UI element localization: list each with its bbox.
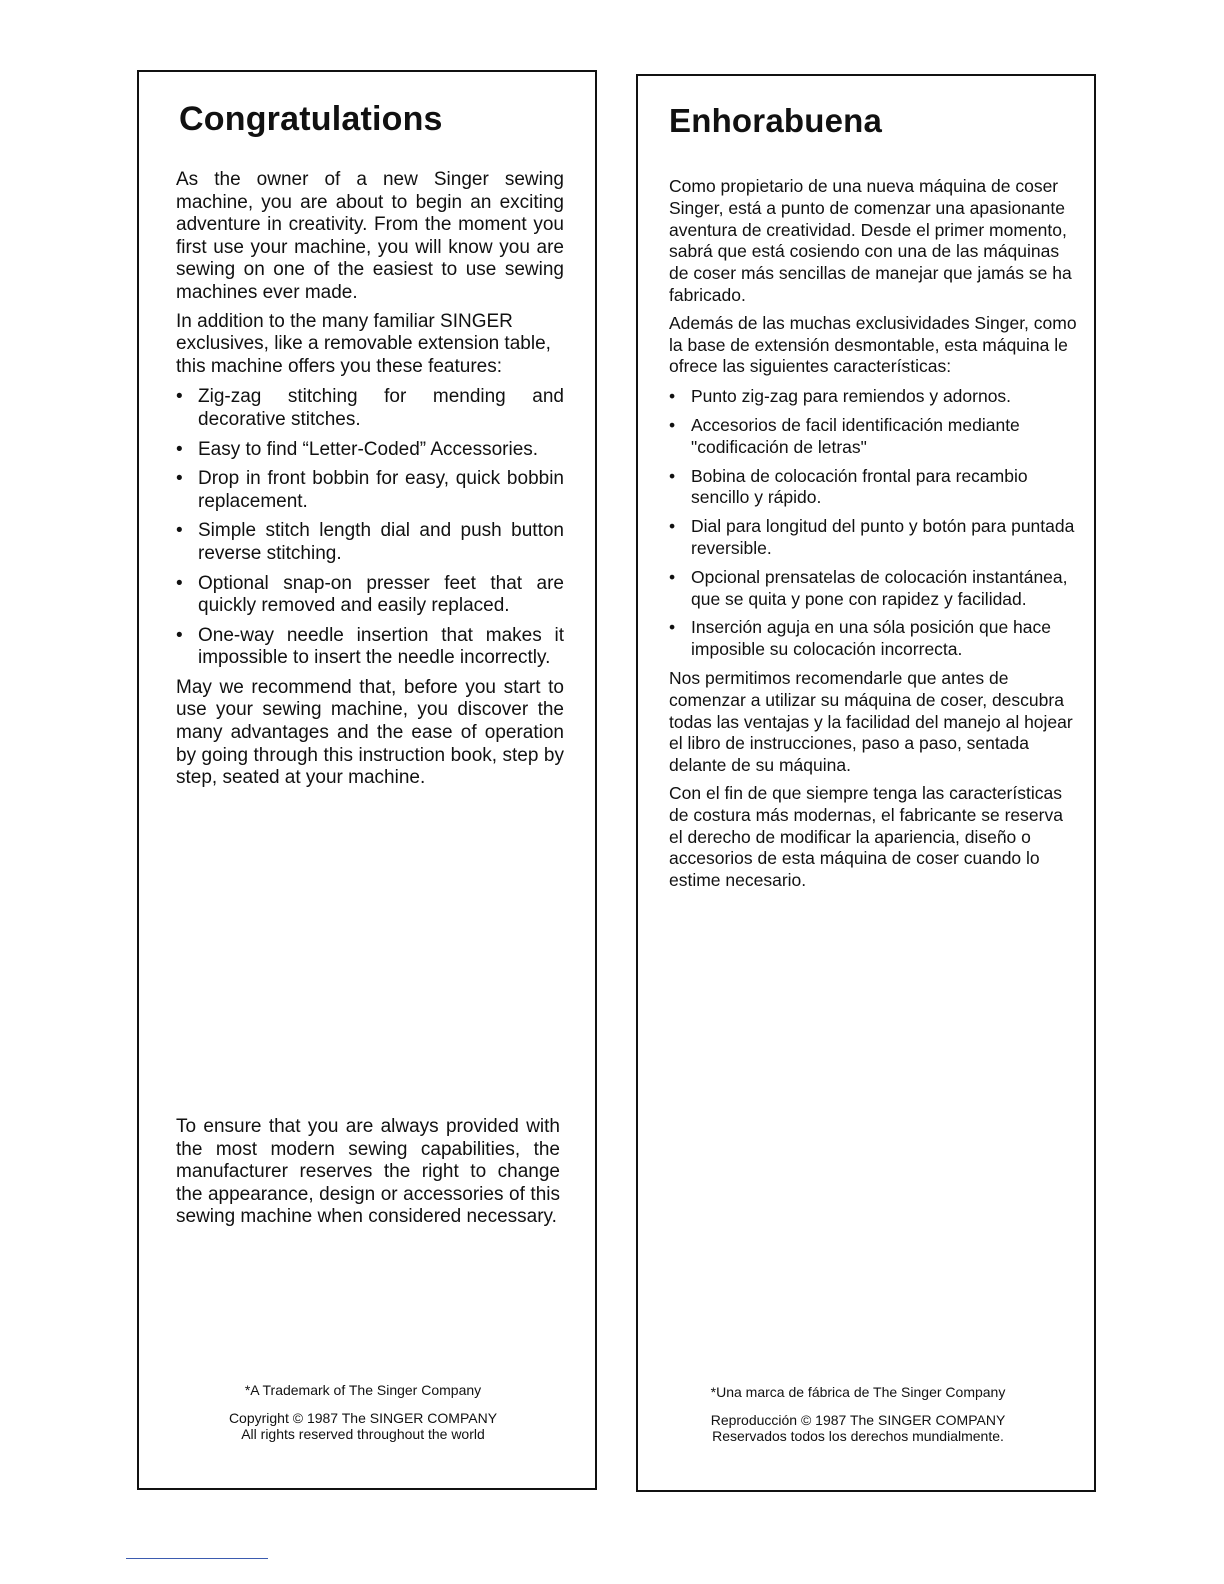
bullet-icon: • xyxy=(669,465,676,486)
english-intro: As the owner of a new Singer sewing machine, you are about to begin an exciting adventure in creativity. From the moment you first use your machine, you will know you are sewing on one of the easiest to use sewing machines ever made. xyxy=(176,169,564,303)
bullet-icon: • xyxy=(176,386,183,408)
feature-text: Drop in front bobbin for easy, quick bobbin replacement. xyxy=(198,468,564,512)
list-item xyxy=(669,516,1081,560)
spanish-copyright: Reproducción © 1987 The SINGER COMPANY xyxy=(710,1412,1006,1428)
list-item xyxy=(176,625,564,670)
english-footer xyxy=(139,1382,587,1442)
english-title: Congratulations xyxy=(179,100,443,138)
spanish-intro: Como propietario de una nueva máquina de coser Singer, está a punto de comenzar una apasionante aventura de creatividad. Desde el primer momento, sabrá que está cosiendo con una de las máquinas de coser más sencillas de manejar que jamás se ha fabricado. xyxy=(669,176,1072,305)
feature-text: Inserción aguja en una sóla posición que hace imposible su colocación incorrecta. xyxy=(691,617,1051,660)
list-item xyxy=(176,468,564,513)
bullet-icon: • xyxy=(669,566,676,587)
english-trademark: *A Trademark of The Singer Company xyxy=(244,1382,482,1398)
list-item xyxy=(176,573,564,618)
english-rights-note: To ensure that you are always provided with the most modern sewing capabilities, the manufacturer reserves the right to change the appearance, design or accessories of this sewing machine when considered necessary. xyxy=(176,1116,560,1228)
list-item xyxy=(176,520,564,565)
list-item xyxy=(669,617,1081,661)
feature-text: Easy to find “Letter-Coded” Accessories. xyxy=(198,438,539,460)
english-copyright: Copyright © 1987 The SINGER COMPANY xyxy=(228,1410,498,1426)
feature-text: Opcional prensatelas de colocación instantánea, que se quita y pone con rapidez y facilidad. xyxy=(691,566,1068,609)
english-rights-reserved: All rights reserved throughout the world xyxy=(241,1426,485,1442)
english-recommendation: May we recommend that, before you start to use your sewing machine, you discover the many advantages and the ease of operation by going through this instruction book, step by step, seated at your machine. xyxy=(176,676,564,789)
list-item xyxy=(669,466,1081,510)
spanish-features-intro: Además de las muchas exclusividades Singer, como la base de extensión desmontable, esta máquina le ofrece las siguientes características: xyxy=(669,312,1077,377)
english-features-intro: In addition to the many familiar SINGER exclusives, like a removable extension table, this machine offers you these features: xyxy=(176,310,551,377)
bullet-icon: • xyxy=(669,617,676,638)
feature-text: Zig-zag stitching for mending and decorative stitches. xyxy=(198,386,564,430)
page-divider xyxy=(126,1558,268,1559)
bullet-icon: • xyxy=(176,572,183,594)
feature-text: Punto zig-zag para remiendos y adornos. xyxy=(691,386,1012,407)
spanish-title: Enhorabuena xyxy=(669,102,883,139)
spanish-footer xyxy=(638,1384,1078,1444)
bullet-icon: • xyxy=(669,414,676,435)
feature-text: Optional snap-on presser feet that are quickly removed and easily replaced. xyxy=(198,572,564,617)
list-item xyxy=(669,567,1081,611)
list-item xyxy=(176,439,564,462)
bullet-icon: • xyxy=(176,624,183,646)
spanish-body xyxy=(669,176,1081,898)
spanish-recommendation: Nos permitimos recomendarle que antes de comenzar a utilizar su máquina de coser, descubra todas las ventajas y la facilidad del manejo al hojear el libro de instrucciones, paso a paso, sentada delante de su máquina. xyxy=(669,667,1073,776)
spanish-trademark: *Una marca de fábrica de The Singer Company xyxy=(710,1384,1006,1400)
bullet-icon: • xyxy=(176,468,183,490)
spanish-feature-list xyxy=(669,386,1081,661)
spanish-panel xyxy=(636,74,1096,1492)
feature-text: One-way needle insertion that makes it impossible to insert the needle incorrectly. xyxy=(198,624,564,669)
bullet-icon: • xyxy=(176,520,183,542)
english-body xyxy=(176,169,564,796)
feature-text: Simple stitch length dial and push button reverse stitching. xyxy=(198,520,564,564)
list-item xyxy=(669,415,1081,459)
bullet-icon: • xyxy=(669,386,676,407)
spanish-rights-reserved: Reservados todos los derechos mundialmente. xyxy=(712,1428,1004,1444)
english-panel xyxy=(137,70,597,1490)
feature-text: Dial para longitud del punto y botón para puntada reversible. xyxy=(691,516,1075,558)
feature-text: Bobina de colocación frontal para recambio sencillo y rápido. xyxy=(691,465,1028,508)
list-item xyxy=(669,386,1081,408)
spanish-rights-note: Con el fin de que siempre tenga las características de costura más modernas, el fabricante se reserva el derecho de modificar la apariencia, diseño o accesorios de esta máquina de coser cuando lo estime necesario. xyxy=(669,782,1063,891)
bullet-icon: • xyxy=(176,438,183,460)
english-feature-list xyxy=(176,386,564,670)
list-item xyxy=(176,386,564,431)
bullet-icon: • xyxy=(669,516,676,537)
feature-text: Accesorios de facil identificación mediante "codificación de letras" xyxy=(691,414,1020,457)
